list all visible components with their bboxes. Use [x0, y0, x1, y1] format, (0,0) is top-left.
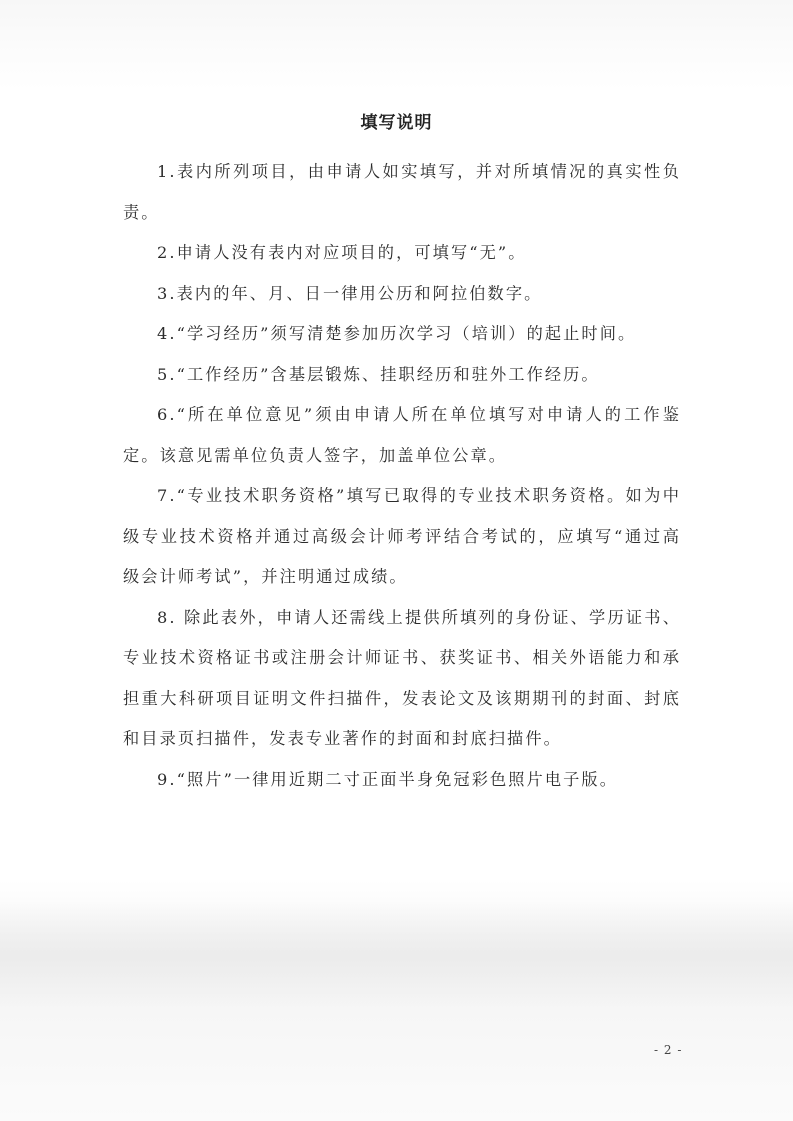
instruction-item-6: 6.“所在单位意见”须由申请人所在单位填写对申请人的工作鉴定。该意见需单位负责人签字，加盖单位公章。 [123, 405, 681, 465]
instruction-item-8: 8. 除此表外，申请人还需线上提供所填列的身份证、学历证书、专业技术资格证书或注册会计师证书、获奖证书、相关外语能力和承担重大科研项目证明文件扫描件，发表论文及该期期刊的封面、封底和目录页扫描件，发表专业著作的封面和封底扫描件。 [123, 607, 681, 748]
instruction-item-3: 3.表内的年、月、日一律用公历和阿拉伯数字。 [157, 283, 543, 303]
scan-shadow [0, 900, 793, 1010]
instruction-item-4: 4.“学习经历”须写清楚参加历次学习（培训）的起止时间。 [157, 324, 637, 343]
page-title: 填写说明 [360, 113, 433, 133]
instruction-item-1: 1.表内所列项目，由申请人如实填写，并对所填情况的真实性负责。 [123, 162, 681, 222]
instruction-list [123, 152, 681, 800]
instruction-item-9: 9.“照片”一律用近期二寸正面半身免冠彩色照片电子版。 [157, 769, 619, 789]
instruction-item-2: 2.申请人没有表内对应项目的，可填写“无”。 [157, 243, 527, 262]
page-number: - 2 - [654, 1043, 683, 1057]
instruction-item-5: 5.“工作经历”含基层锻炼、挂职经历和驻外工作经历。 [157, 364, 600, 384]
instruction-item-7: 7.“专业技术职务资格”填写已取得的专业技术职务资格。如为中级专业技术资格并通过高级会计师考评结合考试的，应填写“通过高级会计师考试”，并注明通过成绩。 [123, 486, 681, 586]
